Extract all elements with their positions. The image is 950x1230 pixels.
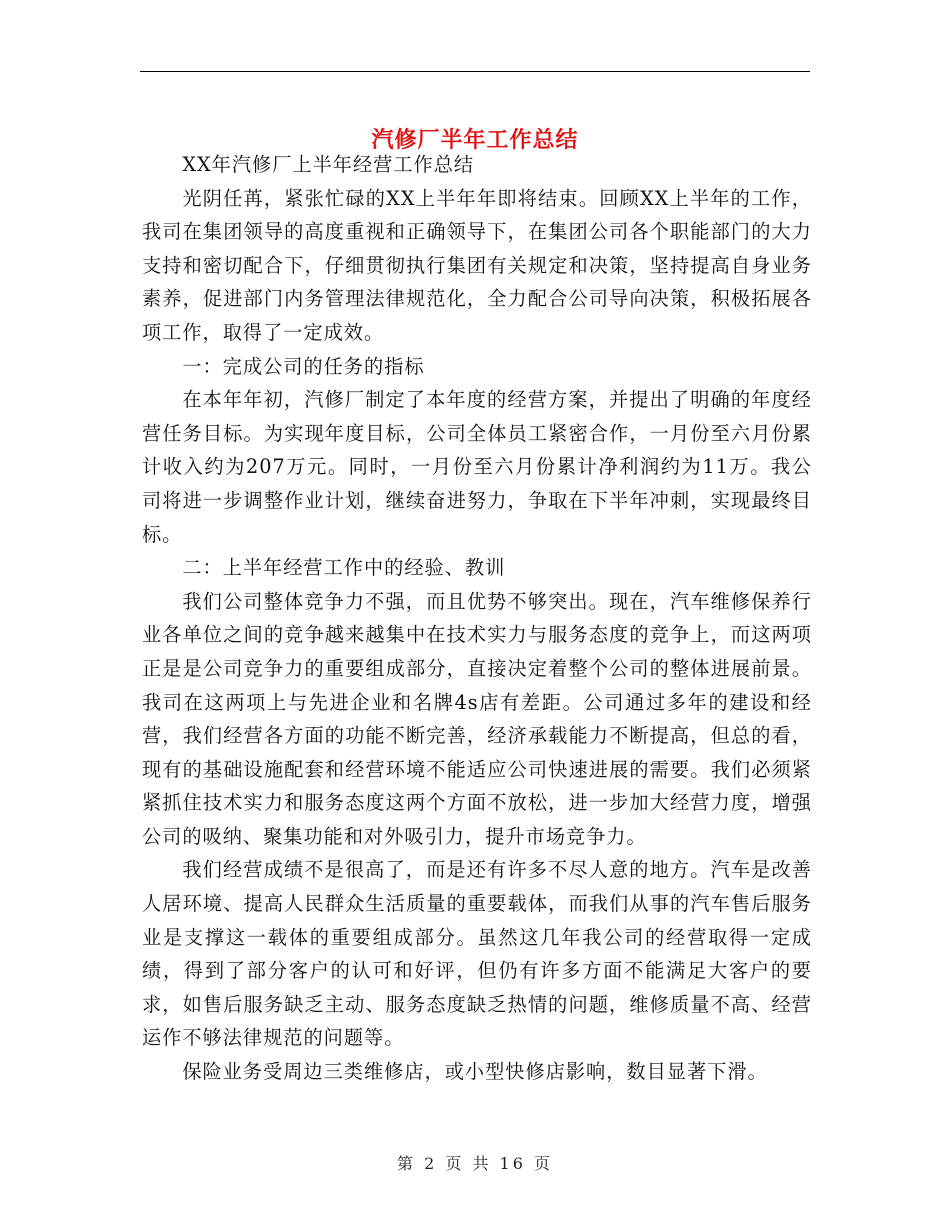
section-heading-2: 二：上半年经营工作中的经验、教训 (182, 556, 506, 580)
body-paragraph: 我们公司整体竞争力不强，而且优势不够突出。现在，汽车维修保养行业各单位之间的竞争越来越集中在技术实力与服务态度的竞争上，而这两项正是是公司竞争力的重要组成部分，直接决定着整个公司的整体进展前景。我司在这两项上与先进企业和名牌4s店有差距。公司通过多年的建设和经营，我们经营各方面的功能不断完善，经济承载能力不断提高，但总的看，现有的基础设施配套和经营环境不能适应公司快速进展的需要。我们必须紧紧抓住技术实力和服务态度这两个方面不放松，进一步加大经营力度，增强公司的吸纳、聚集功能和对外吸引力，提升市场竞争力。 (142, 589, 812, 848)
body-paragraph: 我们经营成绩不是很高了，而是还有许多不尽人意的地方。汽车是改善人居环境、提高人民群众生活质量的重要载体，而我们从事的汽车售后服务业是支撑这一载体的重要组成部分。虽然这几年我公司的经营取得一定成绩，得到了部分客户的认可和好评，但仍有许多方面不能满足大客户的要求，如售后服务缺乏主动、服务态度缺乏热情的问题，维修质量不高、经营运作不够法律规范的问题等。 (142, 858, 812, 1050)
intro-paragraph: 光阴任苒，紧张忙碌的XX上半年年即将结束。回顾XX上半年的工作，我司在集团领导的高度重视和正确领导下，在集团公司各个职能部门的大力支持和密切配合下，仔细贯彻执行集团有关规定和决策，坚持提高自身业务素养，促进部门内务管理法律规范化，全力配合公司导向决策，积极拓展各项工作，取得了一定成效。 (142, 186, 812, 344)
subtitle-paragraph: XX年汽修厂上半年经营工作总结 (182, 153, 475, 176)
body-paragraph: 保险业务受周边三类维修店，或小型快修店影响，数目显著下滑。 (182, 1060, 768, 1084)
header-rule (140, 71, 810, 72)
body-paragraph: 在本年年初，汽修厂制定了本年度的经营方案，并提出了明确的年度经营任务目标。为实现年度目标，公司全体员工紧密合作，一月份至六月份累计收入约为207万元。同时，一月份至六月份累计净利润约为11万。我公司将进一步调整作业计划，继续奋进努力，争取在下半年冲刺，实现最终目标。 (142, 388, 812, 546)
page-number-footer: 第 2 页 共 16 页 (397, 1154, 553, 1173)
document-body (142, 148, 812, 1089)
document-title: 汽修厂半年工作总结 (371, 126, 579, 153)
section-heading-1: 一：完成公司的任务的指标 (182, 354, 425, 378)
